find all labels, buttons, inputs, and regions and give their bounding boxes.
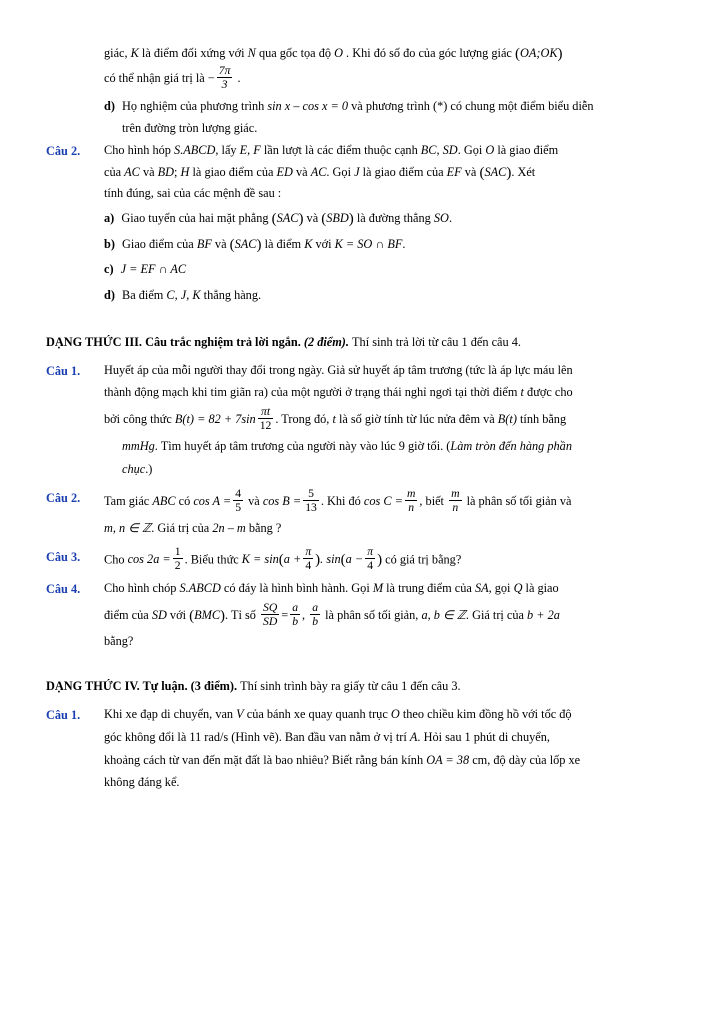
text: và (296, 164, 308, 179)
text: được cho (527, 385, 573, 400)
s3-cau1-line3 (104, 406, 679, 434)
text: . Gọi (326, 164, 352, 179)
text: với (315, 236, 332, 251)
cau2-line1 (104, 141, 679, 159)
text: . Tỉ số (225, 607, 256, 622)
math-expr: H (180, 164, 190, 179)
text: . Hỏi sau 1 phút di chuyển, (417, 729, 550, 744)
s4-cau1-line2 (104, 728, 679, 748)
fraction-denominator: 2 (174, 558, 181, 572)
section-4-heading (46, 677, 679, 695)
math-equals: = (281, 607, 289, 622)
math-expr: J (354, 164, 360, 179)
fraction-numerator: 4 (235, 486, 242, 500)
item-label: a) (104, 211, 115, 226)
fraction-denominator: SD (263, 614, 278, 628)
fraction-denominator: n (449, 500, 461, 514)
math-expr: OA = 38 (426, 752, 470, 767)
math-expr: a, b ∈ ℤ (421, 607, 466, 622)
text: tính đúng, sai của các mệnh đề sau : (104, 185, 282, 200)
math-var: M (372, 580, 384, 595)
text-italic: chục (122, 462, 146, 477)
text: góc không đổi là 11 rad/s (Hình vẽ). Ban đầu van nằm ở vị trí (104, 729, 407, 744)
text: Cho hình hóp (104, 143, 171, 158)
text: và (306, 211, 319, 226)
s3-cau1 (46, 361, 679, 483)
text: . Xét (511, 164, 536, 179)
math-expr: K (304, 236, 313, 251)
section-heading-title: DẠNG THỨC III. Câu trắc nghiệm trả lời ngắn. (46, 335, 301, 350)
math-var: O (334, 46, 343, 60)
math-expr: B(t) = 82 + 7sin (174, 412, 256, 427)
fraction-numerator: m (451, 486, 460, 500)
text: là giao điểm (497, 143, 559, 158)
fraction-denominator: 13 (305, 500, 317, 514)
math-expr: S.ABCD (179, 580, 221, 595)
question-label: Câu 1. (46, 707, 81, 722)
text: Ba điểm (122, 287, 164, 302)
math-expr: K = SO ∩ BF (334, 236, 403, 251)
math-var: K (130, 46, 139, 60)
text: là giao điểm của (192, 164, 274, 179)
math-expr: SAC (484, 164, 507, 179)
text: là điểm đối xứng với (141, 46, 245, 60)
text: có chung một điểm biểu diễn (450, 99, 594, 114)
math-var: V (236, 706, 244, 721)
fraction-numerator: SQ (263, 600, 278, 614)
question-label: Câu 2. (46, 490, 81, 505)
cau2-line2: của AC và BD; H là giao điểm của ED và AC. Gọi J là giao điểm của EF và (SAC). Xét (104, 164, 536, 181)
math-expr: sin x – cos x = 0 (267, 99, 349, 114)
text: bằng? (104, 634, 134, 649)
item-label: d) (104, 99, 115, 114)
text: , biết (419, 493, 444, 508)
text: là số giờ tính từ lúc nửa đêm và (338, 412, 495, 427)
s3-cau4-line1 (104, 579, 679, 599)
s3-cau4-body (104, 579, 679, 656)
text: là giao điểm của (362, 164, 444, 179)
text: bởi công thức (104, 412, 172, 427)
text: và (248, 493, 260, 508)
math-expr: b + 2a (527, 607, 560, 622)
text: Cho hình chóp (104, 580, 177, 595)
fraction-denominator: 5 (235, 500, 242, 514)
text: . (448, 211, 453, 226)
s3-cau4-line2: điểm của SD với (BMC). Tỉ số $\frac{SQ}{SD}$ = $\frac{a}{b}$ , $\frac{a}{b}$ là phân số tối giản, a, b ∈ ℤ. Giá trị của b + 2a (104, 600, 560, 628)
s4-cau1-line3 (104, 751, 679, 771)
text: Cho (104, 552, 125, 566)
section-heading-points: (2 điểm). (303, 335, 349, 350)
math-expr: cos B = (262, 493, 302, 508)
math-expr: cos 2a = (127, 552, 171, 566)
text: . Khi đó (320, 493, 361, 508)
question-label: Câu 4. (46, 581, 81, 596)
text: không đáng kể. (104, 775, 180, 790)
s3-cau2-body (104, 488, 679, 542)
text: Họ nghiệm của phương trình (122, 99, 265, 114)
math-expr: J = EF ∩ AC (120, 262, 187, 277)
math-expr: ED (276, 164, 293, 179)
math-expr: SAC (276, 211, 299, 226)
text: theo chiều kim đồng hồ với tốc độ (402, 706, 572, 721)
s3-cau2-line2 (104, 519, 679, 539)
cau2-tn-body (104, 141, 679, 307)
cau2-item-c (104, 260, 679, 278)
fraction-denominator: n (405, 500, 417, 514)
item-label: b) (104, 236, 115, 251)
math-expr: S.ABCD (174, 143, 216, 158)
text: . Gọi (457, 143, 483, 158)
s4-cau1-line4 (104, 773, 679, 793)
text: lần lượt là các điểm thuộc cạnh (263, 143, 418, 158)
fraction-denominator: b (312, 614, 319, 628)
section-heading-rest: Thí sinh trình bày ra giấy từ câu 1 đến câu 3. (240, 679, 461, 694)
math-expr: AC (124, 164, 140, 179)
text: . (237, 71, 241, 86)
math-var: A (409, 729, 418, 744)
math-expr: cos C = (363, 493, 403, 508)
text: . Biểu thức (184, 552, 239, 566)
text: và phương trình (351, 99, 430, 114)
text: trên đường tròn lượng giác. (122, 120, 258, 135)
s3-cau1-line1 (104, 361, 679, 381)
math-expr: ABC (152, 493, 176, 508)
s3-cau3 (46, 544, 679, 574)
question-label: Câu 1. (46, 363, 81, 378)
text: của bánh xe quay quanh trục (246, 706, 388, 721)
text: . Giá trị của (151, 520, 210, 535)
s3-cau4 (46, 579, 679, 656)
text: , gọi (488, 580, 511, 595)
question-label: Câu 2. (46, 144, 81, 159)
text: Giao tuyến của hai mặt phẳng (121, 211, 269, 226)
text: . Tìm huyết áp tâm trương của người này vào lúc 9 giờ tối. ( (154, 439, 451, 454)
s4-cau1-body (104, 705, 679, 797)
text: . Trong đó, (275, 412, 330, 427)
fraction-denominator: 4 (303, 558, 313, 572)
fraction-numerator: 1 (174, 544, 181, 558)
math-expr: O (485, 143, 495, 158)
text: là phân số tối giản, (325, 607, 419, 622)
math-expr: AC (310, 164, 327, 179)
math-expr: BMC (194, 607, 221, 622)
text: và (464, 164, 477, 179)
math-expr: m, n ∈ ℤ (104, 520, 152, 535)
text: khoảng cách từ van đến mặt đất là bao nhiêu? Biết rằng bán kính (104, 752, 424, 767)
text: tính bằng (520, 412, 567, 427)
math-expr: cos A = (193, 493, 232, 508)
fraction-numerator: π (305, 544, 312, 558)
math-var: O (390, 706, 400, 721)
item-label: d) (104, 287, 115, 302)
item-d-line2 (122, 119, 679, 137)
math-var: N (247, 46, 256, 60)
text: , lấy (215, 143, 237, 158)
s3-cau1-line5 (122, 460, 679, 480)
fraction-numerator: π (367, 544, 374, 558)
math-expr: SAC (234, 236, 257, 251)
text: của (104, 164, 122, 179)
text: Huyết áp của mỗi người thay đổi trong ngày. Giả sử huyết áp tâm trương (tức là áp lực máu lên (104, 362, 573, 377)
math-expr: SA (474, 580, 489, 595)
text: là điểm (264, 236, 302, 251)
text: là phân số tối giản và (466, 493, 572, 508)
top-fragment-line2 (104, 65, 679, 93)
section-3-heading (46, 333, 679, 351)
item-label: c) (104, 262, 114, 277)
math-expr: SO (433, 211, 449, 226)
s3-cau3-body: Cho cos 2a = $\frac{1}{2}$ . Biểu thức K = sin(a + $\frac{\pi}{4}$ ). sin(a − $\frac{\pi}{4}$ ) có giá trị bằng? (104, 544, 462, 572)
math-var: t (520, 385, 524, 400)
cau2-line3 (104, 184, 679, 202)
s3-cau2 (46, 488, 679, 542)
math-expr: E, F (239, 143, 261, 158)
text: cm, độ dày của lốp xe (472, 752, 581, 767)
text: có đáy là hình bình hành. Gọi (223, 580, 370, 595)
math-expr: B(t) (497, 412, 517, 427)
cau2-tn (46, 141, 679, 307)
text: có thể nhận giá trị là (104, 71, 205, 86)
section-heading-title: DẠNG THỨC IV. Tự luận. (3 điểm). (46, 679, 238, 694)
text: thẳng hàng. (203, 287, 262, 302)
text: qua gốc tọa độ (258, 46, 331, 60)
text: và (214, 236, 227, 251)
question-label: Câu 3. (46, 549, 81, 564)
fraction-numerator: 5 (308, 486, 314, 500)
s3-cau2-line1 (104, 488, 679, 516)
fraction-numerator: m (406, 486, 416, 500)
top-fragment-line1: giác, K là điểm đối xứng với N qua gốc tọa độ O . Khi đó số đo của góc lượng giác (OA;OK) (104, 46, 563, 63)
text: với (169, 607, 186, 622)
text: thành động mạch khi tim giãn ra) của một người ở trạng thái nghỉ ngơi tại thời điểm (104, 385, 518, 400)
text: . (402, 236, 406, 251)
math-expr: a − (345, 552, 364, 566)
fraction-denominator: 12 (259, 419, 272, 433)
math-expr: (*) (432, 99, 448, 114)
math-expr: BD (157, 164, 175, 179)
math-var: Q (513, 580, 523, 595)
math-expr: EF (446, 164, 462, 179)
cau2-item-a: a) Giao tuyến của hai mặt phẳng (SAC) và (SBD) là đường thẳng SO. (104, 211, 453, 228)
text: là trung điểm của (386, 580, 472, 595)
text: là giao (525, 580, 559, 595)
math-expr: 2n – m (212, 520, 246, 535)
math-expr: BF (196, 236, 212, 251)
text: Giao điểm của (122, 236, 194, 251)
math-expr: SBD (326, 211, 349, 226)
text: .) (145, 462, 153, 477)
cau2-item-b: b) Giao điểm của BF và (SAC) là điểm K với K = SO ∩ BF. (104, 236, 406, 253)
item-d-top (104, 97, 679, 137)
text: điểm của (104, 607, 149, 622)
math-expr: C, J, K (166, 287, 201, 302)
fraction-numerator: a (312, 600, 319, 614)
cau2-item-d (104, 286, 679, 304)
text: có giá trị bằng? (385, 552, 462, 566)
section-heading-rest: Thí sinh trả lời từ câu 1 đến câu 4. (352, 335, 521, 350)
text: giác, (104, 46, 128, 60)
item-d-line1 (104, 97, 679, 115)
math-expr: SD (151, 607, 167, 622)
s4-cau1-line1 (104, 705, 679, 725)
s3-cau1-line2 (104, 383, 679, 403)
text-italic: Làm tròn đến hàng phần (450, 439, 572, 454)
math-minus: − (207, 71, 215, 86)
text: ; (174, 164, 178, 179)
math-expr: mmHg (122, 439, 155, 454)
fraction-numerator: a (292, 600, 299, 614)
fraction-numerator: 7π (218, 64, 231, 78)
fraction-denominator: 3 (217, 77, 233, 91)
math-expr: K = sin (241, 552, 279, 566)
text: . Khi đó số đo của góc lượng giác (346, 46, 512, 60)
text: , (302, 607, 306, 622)
s3-cau4-line3 (104, 632, 679, 652)
text: Tam giác (104, 493, 150, 508)
math-expr: OA;OK (519, 46, 558, 60)
text: Khi xe đạp di chuyển, van (104, 706, 234, 721)
s3-cau1-line4 (122, 437, 679, 457)
text: bằng ? (248, 520, 282, 535)
text: là đường thẳng (356, 211, 431, 226)
text: có (178, 493, 191, 508)
fraction-numerator: πt (260, 405, 271, 419)
math-expr: a + (283, 552, 302, 566)
top-fragment (104, 44, 679, 93)
text: . Giá trị của (465, 607, 524, 622)
math-expr: BC, SD (420, 143, 458, 158)
s3-cau1-body (104, 361, 679, 483)
text: và (142, 164, 155, 179)
fraction-denominator: 4 (365, 558, 375, 572)
math-var: t (332, 412, 336, 427)
s4-cau1 (46, 705, 679, 797)
math-expr: . sin (320, 552, 341, 566)
fraction-denominator: b (292, 614, 299, 628)
